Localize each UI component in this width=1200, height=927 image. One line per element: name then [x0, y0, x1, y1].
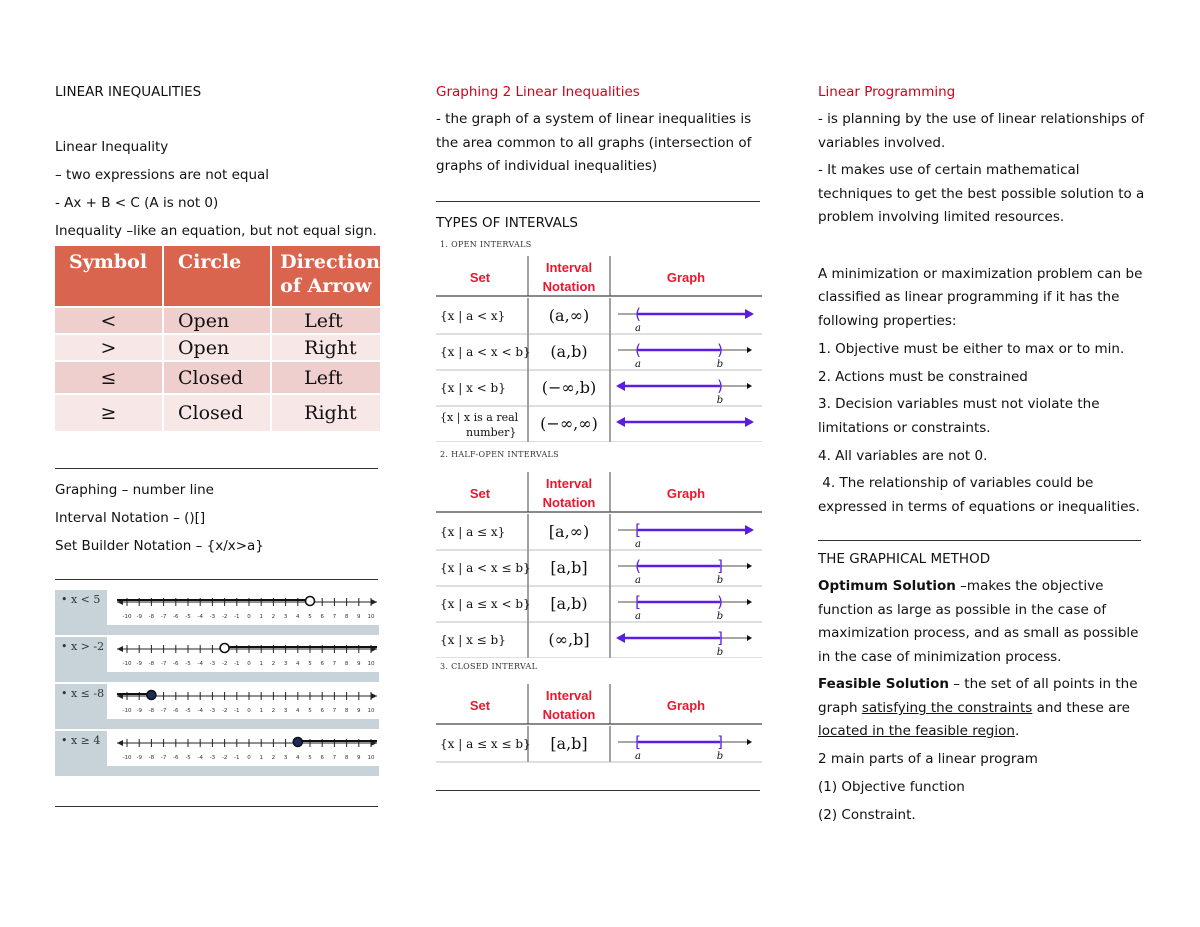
optimum-line: maximization process, and as small as possible	[818, 625, 1139, 641]
tick-label: 8	[344, 614, 349, 620]
lp-line: techniques to get the best possible solution to a	[818, 186, 1145, 202]
tick-label: -10	[122, 755, 132, 761]
closed-interval-table	[432, 680, 762, 770]
feasible-line	[818, 722, 1019, 740]
tick-label: 0	[247, 614, 251, 620]
axis-arrowhead	[747, 347, 752, 353]
tick-label: 9	[357, 661, 361, 667]
col1-subtitle: Linear Inequality	[55, 139, 169, 155]
tick-label: 0	[247, 708, 251, 714]
th-set: Set	[469, 698, 491, 713]
th-set: Set	[469, 486, 491, 501]
optimum-def: –makes the objective	[955, 578, 1104, 594]
interval-line: Interval Notation – ()[]	[55, 510, 206, 526]
endpoint-bracket-b: )	[717, 377, 723, 395]
tick-label: 3	[283, 614, 288, 620]
property: 1. Objective must be either to max or to min.	[818, 341, 1125, 357]
set-cell: {x | a ≤ x}	[440, 525, 506, 539]
property: 4. The relationship of variables could be	[818, 475, 1094, 491]
symbol-table	[55, 246, 382, 433]
text: graph	[818, 700, 862, 716]
inequality-label: • x < 5	[61, 593, 101, 606]
tick-label: -5	[185, 708, 191, 714]
set-cell: {x | a < x ≤ b}	[440, 561, 531, 575]
col2-p2: the area common to all graphs (intersection of	[436, 135, 752, 151]
tick-label: 5	[308, 661, 312, 667]
endpoint-label-a: a	[635, 539, 641, 550]
tick-label: 1	[259, 755, 263, 761]
tick-label: -9	[136, 661, 142, 667]
th-notation: Notation	[542, 707, 596, 722]
inequality-label: • x > -2	[61, 640, 105, 653]
interval-arrow-right	[745, 417, 754, 427]
tick-label: -6	[173, 755, 179, 761]
min-line: following properties:	[818, 313, 957, 329]
lp-line: problem involving limited resources.	[818, 209, 1065, 225]
open-circle	[306, 597, 315, 606]
tick-label: -8	[148, 708, 155, 714]
half-open-intervals-table	[432, 468, 762, 658]
endpoint-label-b: b	[716, 359, 724, 370]
tick-label: -7	[160, 614, 167, 620]
tick-label: 2	[271, 755, 276, 761]
types-heading: TYPES OF INTERVALS	[436, 215, 578, 231]
set-cell: number}	[466, 426, 517, 439]
endpoint-label-b: b	[716, 611, 724, 622]
inequality-label: • x ≥ 4	[61, 734, 101, 747]
tick-label: 7	[332, 614, 337, 620]
property: 3. Decision variables must not violate the	[818, 396, 1100, 412]
set-cell: {x | x < b}	[440, 381, 506, 395]
set-cell: {x | a ≤ x ≤ b}	[440, 737, 531, 751]
optimum-line	[818, 577, 1103, 595]
underlined-text: satisfying the constraints	[861, 700, 1033, 716]
cell: ≥	[55, 394, 163, 432]
th-graph: Graph	[666, 270, 706, 285]
endpoint-bracket-b: ]	[717, 733, 723, 751]
endpoint-label-a: a	[635, 611, 641, 622]
cell: Right	[271, 334, 381, 361]
lp-line: variables involved.	[818, 135, 946, 151]
property: 4. All variables are not 0.	[818, 448, 988, 464]
tick-label: -4	[197, 708, 203, 714]
tick-label: -7	[160, 661, 167, 667]
set-cell: {x | a < x < b}	[440, 345, 531, 359]
tick-label: -3	[209, 708, 216, 714]
tick-label: 7	[332, 755, 337, 761]
cell: Left	[271, 361, 381, 394]
tick-label: -6	[173, 661, 179, 667]
notation-cell: [a,b]	[550, 734, 588, 753]
col1-title: LINEAR INEQUALITIES	[55, 84, 202, 100]
tick-label: -8	[148, 755, 155, 761]
tick-label: 4	[296, 708, 300, 714]
property: 2. Actions must be constrained	[818, 369, 1028, 385]
tick-label: 5	[308, 755, 312, 761]
tick-label: -7	[160, 755, 167, 761]
th-graph: Graph	[666, 486, 706, 501]
feasible-line	[818, 675, 1138, 693]
tick-label: 4	[296, 614, 300, 620]
set-cell: {x | a < x}	[440, 309, 506, 323]
endpoint-bracket-a: (	[635, 557, 641, 575]
th-interval: Interval	[545, 260, 593, 275]
tick-label: 2	[271, 614, 276, 620]
tick-label: 3	[283, 661, 288, 667]
endpoint-bracket-a: [	[635, 521, 641, 539]
notation-cell: (∞,b]	[548, 630, 590, 649]
set-cell: {x | x ≤ b}	[440, 633, 506, 647]
open-intervals-title: 1. OPEN INTERVALS	[440, 240, 532, 249]
th-set: Set	[469, 270, 491, 285]
endpoint-bracket-b: ]	[717, 557, 723, 575]
tick-label: 10	[367, 755, 375, 761]
tick-label: -1	[234, 708, 240, 714]
th-interval: Interval	[545, 688, 593, 703]
tick-label: -2	[221, 661, 228, 667]
tick-label: -9	[136, 708, 142, 714]
tick-label: 9	[357, 755, 361, 761]
notation-cell: (a,b)	[550, 342, 588, 361]
th-notation: Notation	[542, 495, 596, 510]
feasible-line	[818, 699, 1130, 717]
tick-label: -1	[234, 755, 240, 761]
th-direction: Direction of Arrow	[271, 246, 381, 307]
tick-label: -2	[221, 755, 228, 761]
interval-arrow-left	[616, 633, 625, 643]
divider	[436, 790, 760, 791]
tick-label: -9	[136, 614, 142, 620]
set-cell: {x | x is a real	[440, 411, 519, 424]
endpoint-label-b: b	[716, 575, 724, 586]
endpoint-bracket-a: [	[635, 733, 641, 751]
tick-label: 5	[308, 614, 312, 620]
tick-label: -3	[209, 661, 216, 667]
tick-label: 9	[357, 708, 361, 714]
min-line: A minimization or maximization problem can be	[818, 266, 1143, 282]
endpoint-label-b: b	[716, 395, 724, 406]
axis-arrowhead	[747, 383, 752, 389]
cell: >	[55, 334, 163, 361]
tick-label: -5	[185, 661, 191, 667]
inequality-label: • x ≤ -8	[61, 687, 105, 700]
tick-label: -2	[221, 708, 228, 714]
interval-arrow-right	[745, 525, 754, 535]
tick-label: 6	[320, 661, 324, 667]
optimum-line: function as large as possible in the case of	[818, 602, 1107, 618]
tick-label: -2	[221, 614, 228, 620]
tick-label: 6	[320, 755, 324, 761]
tick-label: -5	[185, 614, 191, 620]
endpoint-bracket-b: )	[717, 341, 723, 359]
tick-label: 4	[296, 755, 300, 761]
th-notation: Notation	[542, 279, 596, 294]
tick-label: -4	[197, 614, 203, 620]
notation-cell: [a,∞)	[548, 522, 590, 541]
number-lines-figure	[55, 586, 379, 782]
tick-label: 1	[259, 614, 263, 620]
tick-label: 4	[296, 661, 300, 667]
endpoint-label-a: a	[635, 359, 641, 370]
col3-title: Linear Programming	[818, 84, 956, 100]
tick-label: -10	[122, 661, 132, 667]
tick-label: 3	[283, 755, 288, 761]
tick-label: 2	[271, 661, 276, 667]
col2-p1: - the graph of a system of linear inequalities is	[436, 111, 752, 127]
tick-label: 8	[344, 708, 349, 714]
notation-cell: (a,∞)	[548, 306, 590, 325]
endpoint-bracket-a: [	[635, 593, 641, 611]
interval-arrow-left	[616, 417, 625, 427]
open-intervals-table	[432, 252, 762, 442]
col1-line3: Inequality –like an equation, but not equal sign.	[55, 223, 377, 239]
th-circle: Circle	[163, 246, 271, 307]
closed-circle	[147, 691, 156, 700]
feasible-def: – the set of all points in the	[948, 676, 1138, 692]
open-circle	[220, 644, 229, 653]
property: limitations or constraints.	[818, 420, 991, 436]
tick-label: -3	[209, 614, 216, 620]
cell: <	[55, 307, 163, 334]
cell: Closed	[163, 394, 271, 432]
tick-label: 8	[344, 661, 349, 667]
divider	[55, 579, 378, 580]
axis-arrowhead	[747, 599, 752, 605]
tick-label: 6	[320, 614, 324, 620]
tick-label: -6	[173, 708, 179, 714]
tick-label: -1	[234, 614, 240, 620]
interval-arrow-left	[616, 381, 625, 391]
endpoint-label-a: a	[635, 751, 641, 762]
tick-label: -5	[185, 755, 191, 761]
min-line: classified as linear programming if it has the	[818, 289, 1120, 305]
divider	[55, 806, 378, 807]
endpoint-label-b: b	[716, 647, 724, 658]
closed-interval-title: 3. CLOSED INTERVAL	[440, 662, 538, 671]
axis-arrowhead	[747, 635, 752, 641]
tick-label: 10	[367, 614, 375, 620]
graphical-heading: THE GRAPHICAL METHOD	[818, 551, 991, 567]
tick-label: 1	[259, 661, 263, 667]
tick-label: -10	[122, 708, 132, 714]
divider	[436, 201, 760, 202]
lp-line: - It makes use of certain mathematical	[818, 162, 1080, 178]
endpoint-label-b: b	[716, 751, 724, 762]
tick-label: 0	[247, 755, 251, 761]
tick-label: 2	[271, 708, 276, 714]
text: and these are	[1032, 700, 1130, 716]
tick-label: -10	[122, 614, 132, 620]
tick-label: -4	[197, 755, 203, 761]
setbuilder-line: Set Builder Notation – {x/x>a}	[55, 538, 264, 554]
underlined-text: located in the feasible region	[818, 723, 1015, 739]
endpoint-bracket-b: ]	[717, 629, 723, 647]
cell: Open	[163, 307, 271, 334]
half-open-intervals-title: 2. HALF-OPEN INTERVALS	[440, 450, 559, 459]
cell: Right	[271, 394, 381, 432]
notation-cell: (−∞,b)	[541, 378, 597, 397]
tick-label: 7	[332, 661, 337, 667]
th-interval: Interval	[545, 476, 593, 491]
tick-label: 3	[283, 708, 288, 714]
axis-arrowhead	[747, 563, 752, 569]
optimum-line: in the case of minimization process.	[818, 649, 1062, 665]
tick-label: -6	[173, 614, 179, 620]
axis-arrowhead	[747, 739, 752, 745]
col1-line2: - Ax + B < C (A is not 0)	[55, 195, 219, 211]
endpoint-label-a: a	[635, 575, 641, 586]
tick-label: -8	[148, 614, 155, 620]
divider	[818, 540, 1141, 541]
col2-p3: graphs of individual inequalities)	[436, 158, 658, 174]
interval-arrow-right	[745, 309, 754, 319]
tick-label: 1	[259, 708, 263, 714]
notation-cell: (−∞,∞)	[540, 414, 598, 433]
tick-label: 10	[367, 708, 375, 714]
graphing-line: Graphing – number line	[55, 482, 214, 498]
tick-label: 6	[320, 708, 324, 714]
th-symbol: Symbol	[55, 246, 163, 307]
cell: Open	[163, 334, 271, 361]
col2-title: Graphing 2 Linear Inequalities	[436, 84, 640, 100]
optimum-term: Optimum Solution	[818, 578, 956, 594]
tick-label: -1	[234, 661, 240, 667]
property: expressed in terms of equations or inequalities.	[818, 499, 1140, 515]
cell: Left	[271, 307, 381, 334]
set-cell: {x | a ≤ x < b}	[440, 597, 531, 611]
col1-line1: – two expressions are not equal	[55, 167, 270, 183]
tick-label: 10	[367, 661, 375, 667]
part-item: (2) Constraint.	[818, 807, 916, 823]
parts-line: 2 main parts of a linear program	[818, 751, 1038, 767]
tick-label: -3	[209, 755, 216, 761]
th-graph: Graph	[666, 698, 706, 713]
endpoint-label-a: a	[635, 323, 641, 334]
closed-circle	[293, 738, 302, 747]
divider	[55, 468, 378, 469]
tick-label: 5	[308, 708, 312, 714]
tick-label: 8	[344, 755, 349, 761]
text: .	[1014, 723, 1020, 739]
endpoint-bracket-a: (	[635, 341, 641, 359]
part-item: (1) Objective function	[818, 779, 965, 795]
tick-label: 9	[357, 614, 361, 620]
cell: ≤	[55, 361, 163, 394]
tick-label: -7	[160, 708, 167, 714]
tick-label: -8	[148, 661, 155, 667]
endpoint-bracket-b: )	[717, 593, 723, 611]
tick-label: -4	[197, 661, 203, 667]
tick-label: -9	[136, 755, 142, 761]
tick-label: 7	[332, 708, 337, 714]
endpoint-bracket-a: (	[635, 305, 641, 323]
notation-cell: [a,b)	[550, 594, 588, 613]
feasible-term: Feasible Solution	[818, 676, 949, 692]
cell: Closed	[163, 361, 271, 394]
lp-line: - is planning by the use of linear relationships of	[818, 111, 1145, 127]
tick-label: 0	[247, 661, 251, 667]
notation-cell: [a,b]	[550, 558, 588, 577]
